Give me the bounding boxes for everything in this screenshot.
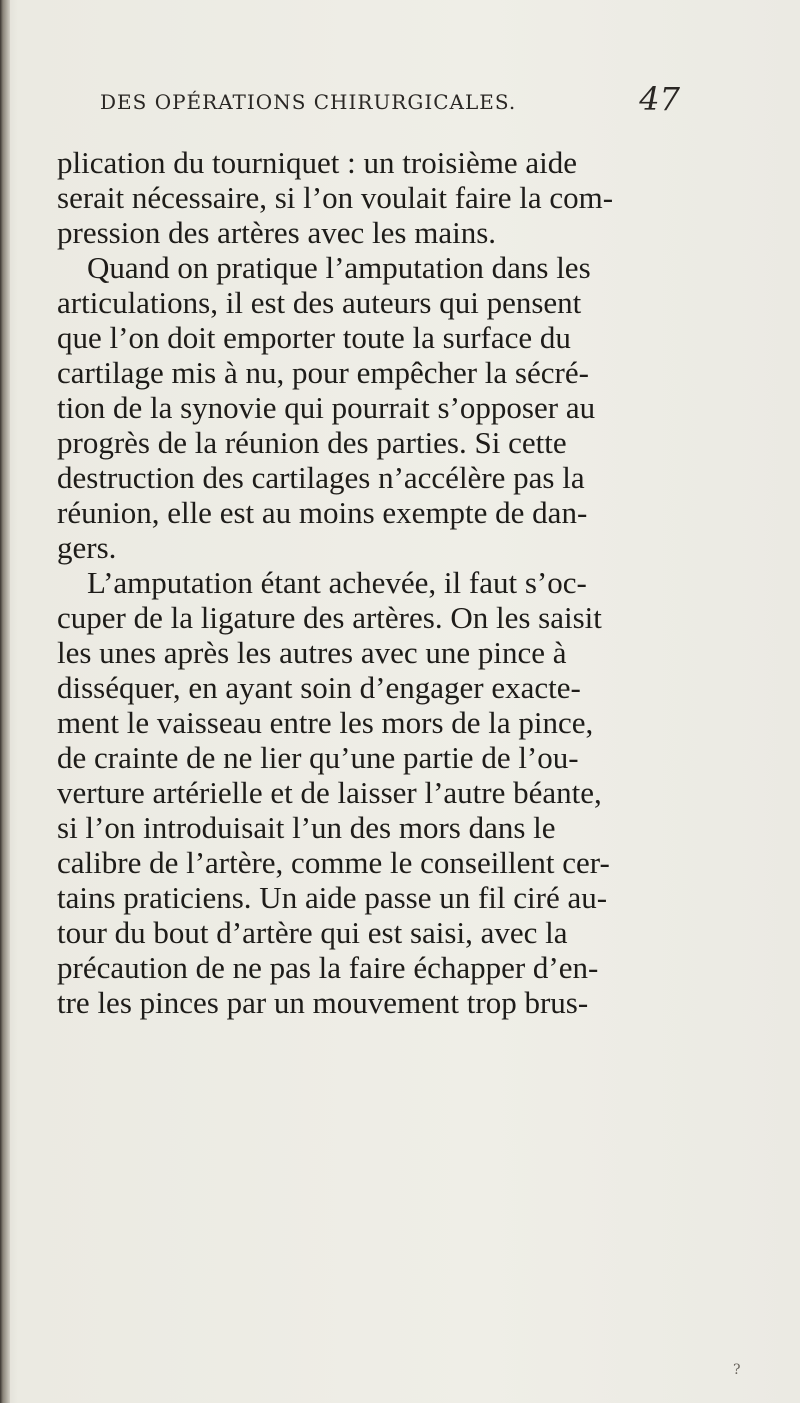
- text-line: tour du bout d’artère qui est saisi, avec la: [57, 915, 568, 950]
- text-line: tion de la synovie qui pourrait s’opposer au: [57, 390, 596, 425]
- text-line: serait nécessaire, si l’on voulait faire la com-: [57, 180, 614, 215]
- text-line: cartilage mis à nu, pour empêcher la sécré-: [57, 355, 589, 390]
- page-number: 47: [639, 80, 680, 118]
- page-header: [100, 80, 680, 126]
- text-line: gers.: [57, 530, 117, 565]
- text-line: de crainte de ne lier qu’une partie de l’ou-: [57, 740, 579, 775]
- text-line: précaution de ne pas la faire échapper d’en-: [57, 950, 599, 985]
- text-line: progrès de la réunion des parties. Si cette: [57, 425, 567, 460]
- text-line: réunion, elle est au moins exempte de dan-: [57, 495, 588, 530]
- text-line: les unes après les autres avec une pince à: [57, 635, 567, 670]
- text-line: que l’on doit emporter toute la surface du: [57, 320, 571, 355]
- text-line: cuper de la ligature des artères. On les saisit: [57, 600, 602, 635]
- text-line: pression des artères avec les mains.: [57, 215, 497, 250]
- text-line: disséquer, en ayant soin d’engager exacte-: [57, 670, 581, 705]
- paragraph-first-line: Quand on pratique l’amputation dans les: [87, 250, 591, 285]
- text-line: si l’on introduisait l’un des mors dans le: [57, 810, 556, 845]
- text-line: plication du tourniquet : un troisième aide: [57, 145, 577, 180]
- text-line: destruction des cartilages n’accélère pas la: [57, 460, 585, 495]
- body-text: [57, 145, 757, 1020]
- text-line: tains praticiens. Un aide passe un fil ciré au-: [57, 880, 608, 915]
- text-line: verture artérielle et de laisser l’autre béante,: [57, 775, 602, 810]
- text-line: ment le vaisseau entre les mors de la pince,: [57, 705, 594, 740]
- footer-mark: ?: [733, 1362, 741, 1378]
- text-line: tre les pinces par un mouvement trop brus-: [57, 985, 589, 1020]
- paragraph-first-line: L’amputation étant achevée, il faut s’oc-: [87, 565, 587, 600]
- text-line: calibre de l’artère, comme le conseillent cer-: [57, 845, 610, 880]
- page-binding-edge: [0, 0, 10, 1403]
- running-head: DES OPÉRATIONS CHIRURGICALES.: [100, 90, 517, 114]
- text-line: articulations, il est des auteurs qui pensent: [57, 285, 582, 320]
